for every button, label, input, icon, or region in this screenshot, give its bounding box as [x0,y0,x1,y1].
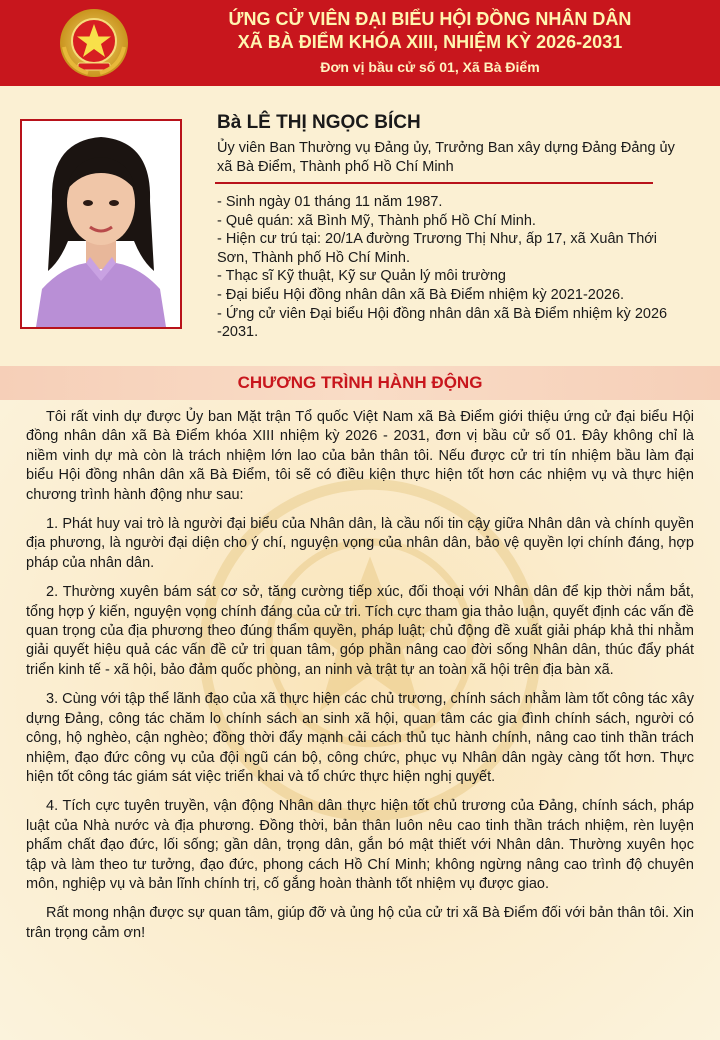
candidate-bio-list [217,193,687,342]
bio-item: - Quê quán: xã Bình Mỹ, Thành phố Hồ Chí Minh. [217,212,536,229]
program-closing: Rất mong nhận được sự quan tâm, giúp đỡ và ủng hộ của cử tri xã Bà Điểm đối với bản thân tôi. Xin trân trọng cảm ơn! [26,905,694,941]
candidate-name: Bà LÊ THỊ NGỌC BÍCH [217,112,421,133]
profile-divider [215,182,653,184]
program-intro: Tôi rất vinh dự được Ủy ban Mặt trận Tổ quốc Việt Nam xã Bà Điểm giới thiệu ứng cử đại biểu Hội đồng nhân dân xã Bà Điểm khóa XIII nhiệm kỳ 2026 - 2031, đơn vị bầu cử số 01. Đây không chỉ là niềm vinh dự mà còn là trách nhiệm lớn lao của bản thân tôi. Nếu được cử tri tín nhiệm bầu làm đại biểu Hội đồng nhân dân xã Bà Điểm, tôi sẽ có điều kiện thực hiện tốt hơn các nhiệm vụ và thực hiện chương trình hành động như sau: [26,409,694,503]
candidate-photo [20,119,182,329]
bio-item: - Thạc sĩ Kỹ thuật, Kỹ sư Quản lý môi trường [217,268,506,285]
bio-item: - Sinh ngày 01 tháng 11 năm 1987. [217,194,443,210]
constituency-label: Đơn vị bầu cử số 01, Xã Bà Điểm [320,59,540,75]
program-content [26,408,694,953]
program-item-3: 3. Cùng với tập thể lãnh đạo của xã thực hiện các chủ trương, chính sách nhằm làm tốt công tác xây dựng Đảng, công tác chăm lo chính sách an sinh xã hội, quan tâm các gia đình chính sách, người có công, hộ nghèo, cận nghèo; đồng thời đẩy mạnh cải cách thủ tục hành chính, nâng cao tinh thần trách nhiệm, đạo đức công vụ của đội ngũ cán bộ, công chức, phục vụ Nhân dân ngày càng tốt hơn. Thực hiện tốt công tác giám sát việc triển khai và tổ chức thực hiện nghị quyết. [26,691,694,785]
program-item-1: 1. Phát huy vai trò là người đại biểu của Nhân dân, là cầu nối tin cậy giữa Nhân dân và chính quyền địa phương, là người đại diện cho ý chí, nguyện vọng của nhân dân, bảo vệ quyền lợi chính đáng, hợp pháp của nhân dân. [26,516,694,571]
header-title-line2: XÃ BÀ ĐIỂM KHÓA XIII, NHIỆM KỲ 2026-2031 [237,32,623,52]
program-item-2: 2. Thường xuyên bám sát cơ sở, tăng cường tiếp xúc, đối thoại với Nhân dân để kịp thời nắm bắt, tổng hợp ý kiến, nguyện vọng chính đáng của cử tri. Tích cực tham gia thảo luận, quyết định các vấn đề quan trọng của địa phương theo đúng thẩm quyền, pháp luật; chủ động đề xuất giải pháp khả thi nhằm giải quyết hiệu quả các vấn đề cử tri quan tâm, góp phần nâng cao đời sống Nhân dân, thúc đẩy phát triển kinh tế - xã hội, bảo đảm quốc phòng, an ninh và trật tự an toàn xã hội trên địa bàn xã. [26,584,694,678]
section-title: CHƯƠNG TRÌNH HÀNH ĐỘNG [237,373,483,392]
candidate-position: Ủy viên Ban Thường vụ Đảng ủy, Trưởng Ban xây dựng Đảng Đảng ủy xã Bà Điểm, Thành phố Hồ Chí Minh [217,140,675,175]
portrait-image [22,121,180,327]
bio-item: - Hiện cư trú tại: 20/1A đường Trương Thị Như, ấp 17, xã Xuân Thới Sơn, Thành phố Hồ Chí Minh. [217,231,658,266]
bio-item: - Đại biểu Hội đồng nhân dân xã Bà Điểm nhiệm kỳ 2021-2026. [217,286,625,303]
national-emblem-icon [58,7,130,79]
header-title-line1: ỨNG CỬ VIÊN ĐẠI BIỂU HỘI ĐỒNG NHÂN DÂN [228,9,632,29]
bio-item: - Ứng cử viên Đại biểu Hội đồng nhân dân xã Bà Điểm nhiệm kỳ 2026 -2031. [217,305,668,341]
program-item-4: 4. Tích cực tuyên truyền, vận động Nhân dân thực hiện tốt chủ trương của Đảng, chính sách, pháp luật của Nhà nước và địa phương. Đồng thời, bản thân luôn nêu cao tinh thần trách nhiệm, rèn luyện phẩm chất đạo đức, lối sống; gần dân, trọng dân, gắn bó mật thiết với Nhân dân. Thường xuyên học tập và làm theo tư tưởng, đạo đức, phong cách Hồ Chí Minh; không ngừng nâng cao trình độ chuyên môn, nghiệp vụ và bản lĩnh chính trị, cố gắng hoàn thành tốt nhiệm vụ được giao. [26,798,694,892]
